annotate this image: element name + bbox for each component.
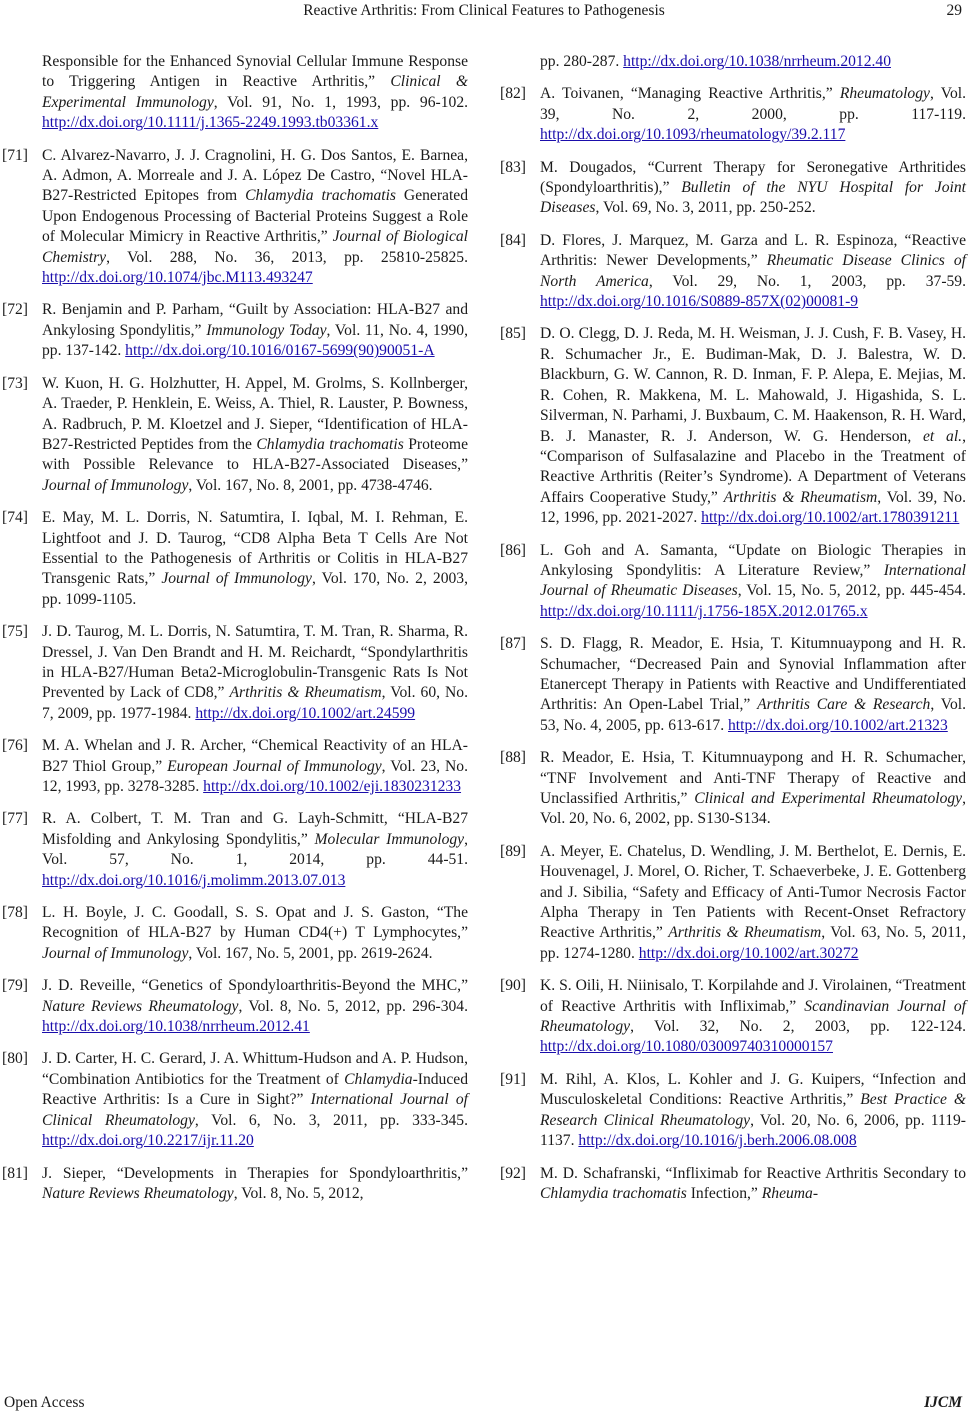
reference-number: [74] [2, 509, 28, 527]
reference-entry [2, 736, 468, 797]
reference-text: D. O. Clegg, D. J. Reda, M. H. Weisman, J. J. Cush, F. B. Vasey, H. R. Schumacher Jr., E. Budiman-Mak, D. J. Balestra, W. D. Blackburn, G. W. Cannon, R. D. Inman, F. P. Alepa, E. Mejias, M. R. Cohen, R. Makkena, M. L. Mahowald, J. Higashida, S. L. Silverman, N. Parhami, J. Buxbaum, C. M. Haakenson, R. H. Ward, B. J. Manaster, R. J. Anderson, W. G. Henderson, [540, 325, 966, 445]
italic-title: Arthritis Care & Research [757, 696, 931, 714]
reference-number: [87] [500, 635, 526, 653]
running-title: Reactive Arthritis: From Clinical Features to Pathogenesis [303, 2, 665, 19]
reference-text: , Vol. 20, No. 6, 2002, pp. S130-S134. [540, 790, 966, 828]
reference-text: , Vol. 11, No. 4, 1990, pp. 137-142. [42, 321, 469, 360]
italic-title: Best Practice & Research Clinical Rheumatology [540, 1091, 966, 1129]
left-reference-column [2, 52, 468, 1216]
reference-text: , Vol. 167, No. 8, 2001, pp. 4738-4746. [188, 476, 433, 494]
doi-link[interactable]: http://dx.doi.org/10.1016/j.berh.2006.08.008 [578, 1132, 857, 1150]
reference-text: C. Alvarez-Navarro, J. J. Cragnolini, H. G. Dos Santos, E. Barnea, A. Admon, A. Morreale and J. A. López De Castro, “Novel HLA-B27-Restricted Epitopes from [42, 146, 468, 205]
reference-text: , Vol. 8, No. 5, 2012, [233, 1184, 364, 1202]
doi-link[interactable]: http://dx.doi.org/10.1002/art.1780391211 [701, 509, 960, 527]
reference-entry [500, 324, 966, 528]
italic-title: Journal of Immunology [161, 570, 312, 588]
reference-number: [81] [2, 1164, 28, 1182]
reference-text: M. Dougados, “Current Therapy for Seronegative Arthritides (Spondyloarthritis),” [540, 158, 966, 197]
page-footer [0, 1392, 968, 1414]
reference-entry [2, 300, 468, 361]
open-access-label: Open Access [4, 1394, 85, 1411]
reference-text: W. Kuon, H. G. Holzhutter, H. Appel, M. Grolms, S. Kollnberger, A. Traeder, P. Henklein, E. Weiss, A. Thiel, R. Lauster, P. Bowness, A. Radbruch, P. M. Kloetzel and J. Sieper, “Identification of HLA-B27-Restricted Peptides from the [42, 374, 468, 453]
italic-title: European Journal of Immunology [167, 757, 382, 775]
reference-text: Generated Upon Endogenous Processing of Bacterial Proteins Suggest a Role of Molecular Mimicry in Reactive Arthritis,” [42, 187, 469, 246]
journal-abbrev: IJCM [924, 1394, 962, 1411]
reference-number: [79] [2, 977, 28, 995]
reference-number: [73] [2, 374, 28, 392]
reference-entry [2, 508, 468, 610]
italic-title: Chlamydia trachomatis [245, 187, 396, 205]
reference-text: , Vol. 63, No. 5, 2011, pp. 1274-1280. [540, 924, 966, 962]
reference-number: [82] [500, 85, 526, 103]
reference-entry [2, 1164, 468, 1205]
reference-entry [2, 903, 468, 964]
reference-entry [500, 1070, 966, 1152]
reference-entry [500, 84, 966, 145]
italic-title: et al. [923, 427, 963, 445]
italic-title: Journal of Biological Chemistry [42, 228, 468, 266]
doi-link[interactable]: http://dx.doi.org/10.1074/jbc.M113.493247 [42, 269, 313, 287]
right-reference-column [500, 52, 966, 1216]
italic-title: Nature Reviews Rheumatology [42, 1184, 234, 1202]
doi-link[interactable]: http://dx.doi.org/10.1038/nrrheum.2012.41 [42, 1018, 310, 1036]
reference-text: , Vol. 20, No. 6, 2006, pp. 1119-1137. [540, 1111, 966, 1150]
reference-continuation [2, 52, 468, 134]
reference-number: [89] [500, 842, 526, 860]
reference-text: K. S. Oili, H. Niinisalo, T. Korpilahde and J. Virolainen, “Treatment of Reactive Arthritis with Infliximab,” [540, 977, 966, 1015]
reference-entry [500, 634, 966, 736]
reference-text: , Vol. 53, No. 4, 2005, pp. 613-617. [540, 696, 966, 734]
reference-text: S. D. Flagg, R. Meador, E. Hsia, T. Kitumnuaypong and H. R. Schumacher, “Decreased Pain and Synovial Inflammation after Etanercept Therapy in Patients with Reactive and Undifferentiated Arthritis: An Open-Label Trial,” [540, 635, 966, 714]
italic-title: Molecular Immunology [314, 830, 465, 848]
reference-text: Infection,” [686, 1184, 762, 1202]
reference-number: [84] [500, 231, 526, 249]
reference-text: , Vol. 32, No. 2, 2003, pp. 122-124. [630, 1018, 966, 1036]
reference-number: [77] [2, 810, 28, 828]
reference-text: L. H. Boyle, J. C. Goodall, S. S. Opat and J. S. Gaston, “The Recognition of HLA-B27 by Human CD4(+) T Lymphocytes,” [42, 904, 468, 942]
italic-title: Arthritis & Rheumatism [229, 684, 382, 702]
italic-title: Arthritis & Rheumatism [723, 488, 878, 506]
reference-entry [2, 374, 468, 496]
doi-link[interactable]: http://dx.doi.org/10.1111/j.1756-185X.2012.01765.x [540, 602, 868, 620]
reference-number: [72] [2, 301, 28, 319]
doi-link[interactable]: http://dx.doi.org/10.1002/art.21323 [728, 716, 948, 734]
reference-text: R. Meador, E. Hsia, T. Kitumnuaypong and H. R. Schumacher, “TNF Involvement and Anti-TNF Therapy of Reactive and Unclassified Arthritis,” [540, 749, 966, 807]
reference-text: pp. 280-287. [540, 53, 624, 70]
italic-title: Immunology Today [206, 321, 327, 339]
reference-number: [92] [500, 1164, 526, 1182]
reference-text: Responsible for the Enhanced Synovial Cellular Immune Response to Triggering Antigen in Reactive Arthritis,” [42, 53, 468, 91]
reference-text: J. Sieper, “Developments in Therapies for Spondyloarthritis,” [42, 1164, 468, 1182]
reference-text: R. A. Colbert, T. M. Tran and G. Layh-Schmitt, “HLA-B27 Misfolding and Ankylosing Spondylitis,” [42, 810, 468, 848]
reference-text: E. May, M. L. Dorris, N. Satumtira, I. Iqbal, M. I. Rehman, E. Lightfoot and J. D. Taurog, “CD8 Alpha Beta T Cells Are Not Essential to the Pathogenesis of Arthritis or Colitis in HLA-B27 Transgenic Rats,” [42, 509, 468, 588]
page-number: 29 [946, 2, 962, 19]
reference-text: , Vol. 170, No. 2, 2003, pp. 1099-1105. [42, 570, 468, 608]
reference-text: , Vol. 60, No. 7, 2009, pp. 1977-1984. [42, 684, 468, 722]
reference-entry [2, 809, 468, 891]
reference-entry [500, 748, 966, 830]
reference-text: Proteome with Possible Relevance to HLA-B27-Associated Diseases,” [42, 435, 468, 474]
italic-title: Clinical & Experimental Immunology [42, 73, 468, 111]
reference-entry [2, 976, 468, 1037]
reference-text: , Vol. 39, No. 12, 1996, pp. 2021-2027. [540, 488, 966, 527]
reference-text: , Vol. 15, No. 5, 2012, pp. 445-454. [737, 582, 966, 600]
reference-text: D. Flores, J. Marquez, M. Garza and L. R. Espinoza, “Reactive Arthritis: Newer Developments,” [540, 231, 966, 270]
doi-link[interactable]: http://dx.doi.org/10.1016/S0889-857X(02)00081-9 [540, 293, 859, 311]
reference-text: M. Rihl, A. Klos, L. Kohler and J. G. Kuipers, “Infection and Musculoskeletal Conditions: Reactive Arthritis,” [540, 1070, 966, 1109]
reference-continuation [500, 52, 966, 72]
reference-text: , Vol. 91, No. 1, 1993, pp. 96-102. [213, 93, 469, 111]
reference-entry [2, 1049, 468, 1151]
italic-title: Chlamydia trachomatis [540, 1184, 687, 1202]
doi-link[interactable]: http://dx.doi.org/10.1038/nrrheum.2012.40 [623, 53, 891, 70]
doi-link[interactable]: http://dx.doi.org/10.1111/j.1365-2249.1993.tb03361.x [42, 114, 379, 132]
reference-number: [85] [500, 325, 526, 343]
doi-link[interactable]: http://dx.doi.org/10.1016/0167-5699(90)90051-A [125, 342, 435, 360]
reference-entry [500, 541, 966, 623]
reference-entry [500, 842, 966, 964]
doi-link[interactable]: http://dx.doi.org/10.1016/j.molimm.2013.07.013 [42, 871, 346, 889]
doi-link[interactable]: http://dx.doi.org/10.1002/art.24599 [195, 704, 416, 722]
italic-title: Chlamydia trachomatis [256, 435, 404, 453]
reference-entry [2, 146, 468, 289]
reference-text: A. Meyer, E. Chatelus, D. Wendling, J. M. Berthelot, E. Dernis, E. Houvenagel, J. Morel, O. Richer, T. Schaeverbeke, J. E. Gottenberg and J. Sibilia, “Safety and Efficacy of Anti-Tumor Necrosis Factor Alpha Therapy in Ten Patients with Recent-Onset Refractory Reactive Arthritis,” [540, 842, 966, 942]
reference-text: , Vol. 23, No. 12, 1993, pp. 3278-3285. [42, 757, 468, 795]
italic-title: Rheumatology [839, 85, 930, 103]
reference-text: , Vol. 288, No. 36, 2013, pp. 25810-25825. [106, 248, 468, 266]
italic-title: Arthritis & Rheumatism [668, 924, 822, 942]
reference-text: , Vol. 167, No. 5, 2001, pp. 2619-2624. [188, 944, 433, 962]
italic-title: Journal of Immunology [42, 944, 189, 962]
doi-link[interactable]: http://dx.doi.org/10.1002/art.30272 [638, 944, 859, 962]
reference-number: [88] [500, 749, 526, 767]
reference-number: [78] [2, 904, 28, 922]
reference-text: , Vol. 57, No. 1, 2014, pp. 44-51. [42, 830, 468, 869]
reference-entry [500, 231, 966, 313]
reference-text: J. D. Reveille, “Genetics of Spondyloarthritis-Beyond the MHC,” [42, 977, 468, 995]
doi-link[interactable]: http://dx.doi.org/10.1080/03009740310000157 [540, 1038, 833, 1056]
reference-number: [90] [500, 977, 526, 995]
reference-entry [500, 1164, 966, 1205]
italic-title: Rheumatic Disease Clinics of North America [540, 252, 966, 290]
reference-text: , Vol. 39, No. 2, 2000, pp. 117-119. [540, 85, 966, 123]
reference-entry [2, 622, 468, 724]
reference-number: [91] [500, 1070, 526, 1088]
italic-title: Scandinavian Journal of Rheumatology [540, 997, 966, 1036]
reference-text: , Vol. 29, No. 1, 2003, pp. 37-59. [648, 272, 967, 290]
reference-number: [86] [500, 541, 526, 559]
italic-title: Nature Reviews Rheumatology [42, 997, 239, 1015]
reference-text: R. Benjamin and P. Parham, “Guilt by Association: HLA-B27 and Ankylosing Spondylitis,” [42, 301, 468, 339]
reference-entry [500, 158, 966, 219]
italic-title: Chlamydia [344, 1070, 413, 1088]
reference-text: M. A. Whelan and J. R. Archer, “Chemical Reactivity of an HLA-B27 Thiol Group,” [42, 737, 468, 775]
doi-link[interactable]: http://dx.doi.org/10.2217/ijr.11.20 [42, 1132, 254, 1150]
reference-text: J. D. Carter, H. C. Gerard, J. A. Whittum-Hudson and A. P. Hudson, “Combination Antibiotics for the Treatment of [42, 1050, 468, 1088]
reference-text: -Induced Reactive Arthritis: Is a Cure in Sight?” [42, 1070, 468, 1109]
doi-link[interactable]: http://dx.doi.org/10.1002/eji.1830231233 [203, 778, 462, 795]
italic-title: Journal of Immunology [42, 476, 189, 494]
reference-text: L. Goh and A. Samanta, “Update on Biologic Therapies in Ankylosing Spondylitis: A Literature Review,” [540, 541, 966, 579]
doi-link[interactable]: http://dx.doi.org/10.1093/rheumatology/39.2.117 [540, 126, 846, 144]
reference-text: , Vol. 8, No. 5, 2012, pp. 296-304. [238, 997, 468, 1015]
reference-number: [76] [2, 737, 28, 755]
italic-title: Rheuma- [761, 1184, 819, 1202]
reference-text: J. D. Taurog, M. L. Dorris, N. Satumtira, T. M. Tran, R. Sharma, R. Dressel, J. Van Den Brandt and H. M. Reichardt, “Spondylarthritis in HLA-B27/Human Beta2-Microglobulin-Transgenic Rats Is Not Prevented by Lack of CD8,” [42, 623, 468, 702]
reference-number: [71] [2, 146, 28, 164]
reference-text: , Vol. 69, No. 3, 2011, pp. 250-252. [595, 199, 816, 217]
running-header [0, 0, 968, 26]
reference-text: A. Toivanen, “Managing Reactive Arthritis,” [540, 85, 840, 103]
reference-text: , Vol. 6, No. 3, 2011, pp. 333-345. [194, 1111, 468, 1129]
reference-number: [80] [2, 1050, 28, 1068]
reference-text: , “Comparison of Sulfasalazine and Placebo in the Treatment of Reactive Arthritis (Reiter’s Syndrome). A Department of Veterans Affairs Cooperative Study,” [540, 427, 966, 506]
italic-title: Bulletin of the NYU Hospital for Joint Diseases [540, 179, 966, 217]
italic-title: Clinical and Experimental Rheumatology [694, 790, 963, 807]
reference-text: M. D. Schafranski, “Infliximab for Reactive Arthritis Secondary to [540, 1164, 966, 1182]
reference-entry [500, 976, 966, 1058]
reference-number: [83] [500, 158, 526, 176]
reference-number: [75] [2, 623, 28, 641]
italic-title: International Journal of Rheumatic Diseases [540, 561, 966, 600]
italic-title: International Journal of Clinical Rheumatology [42, 1091, 468, 1129]
